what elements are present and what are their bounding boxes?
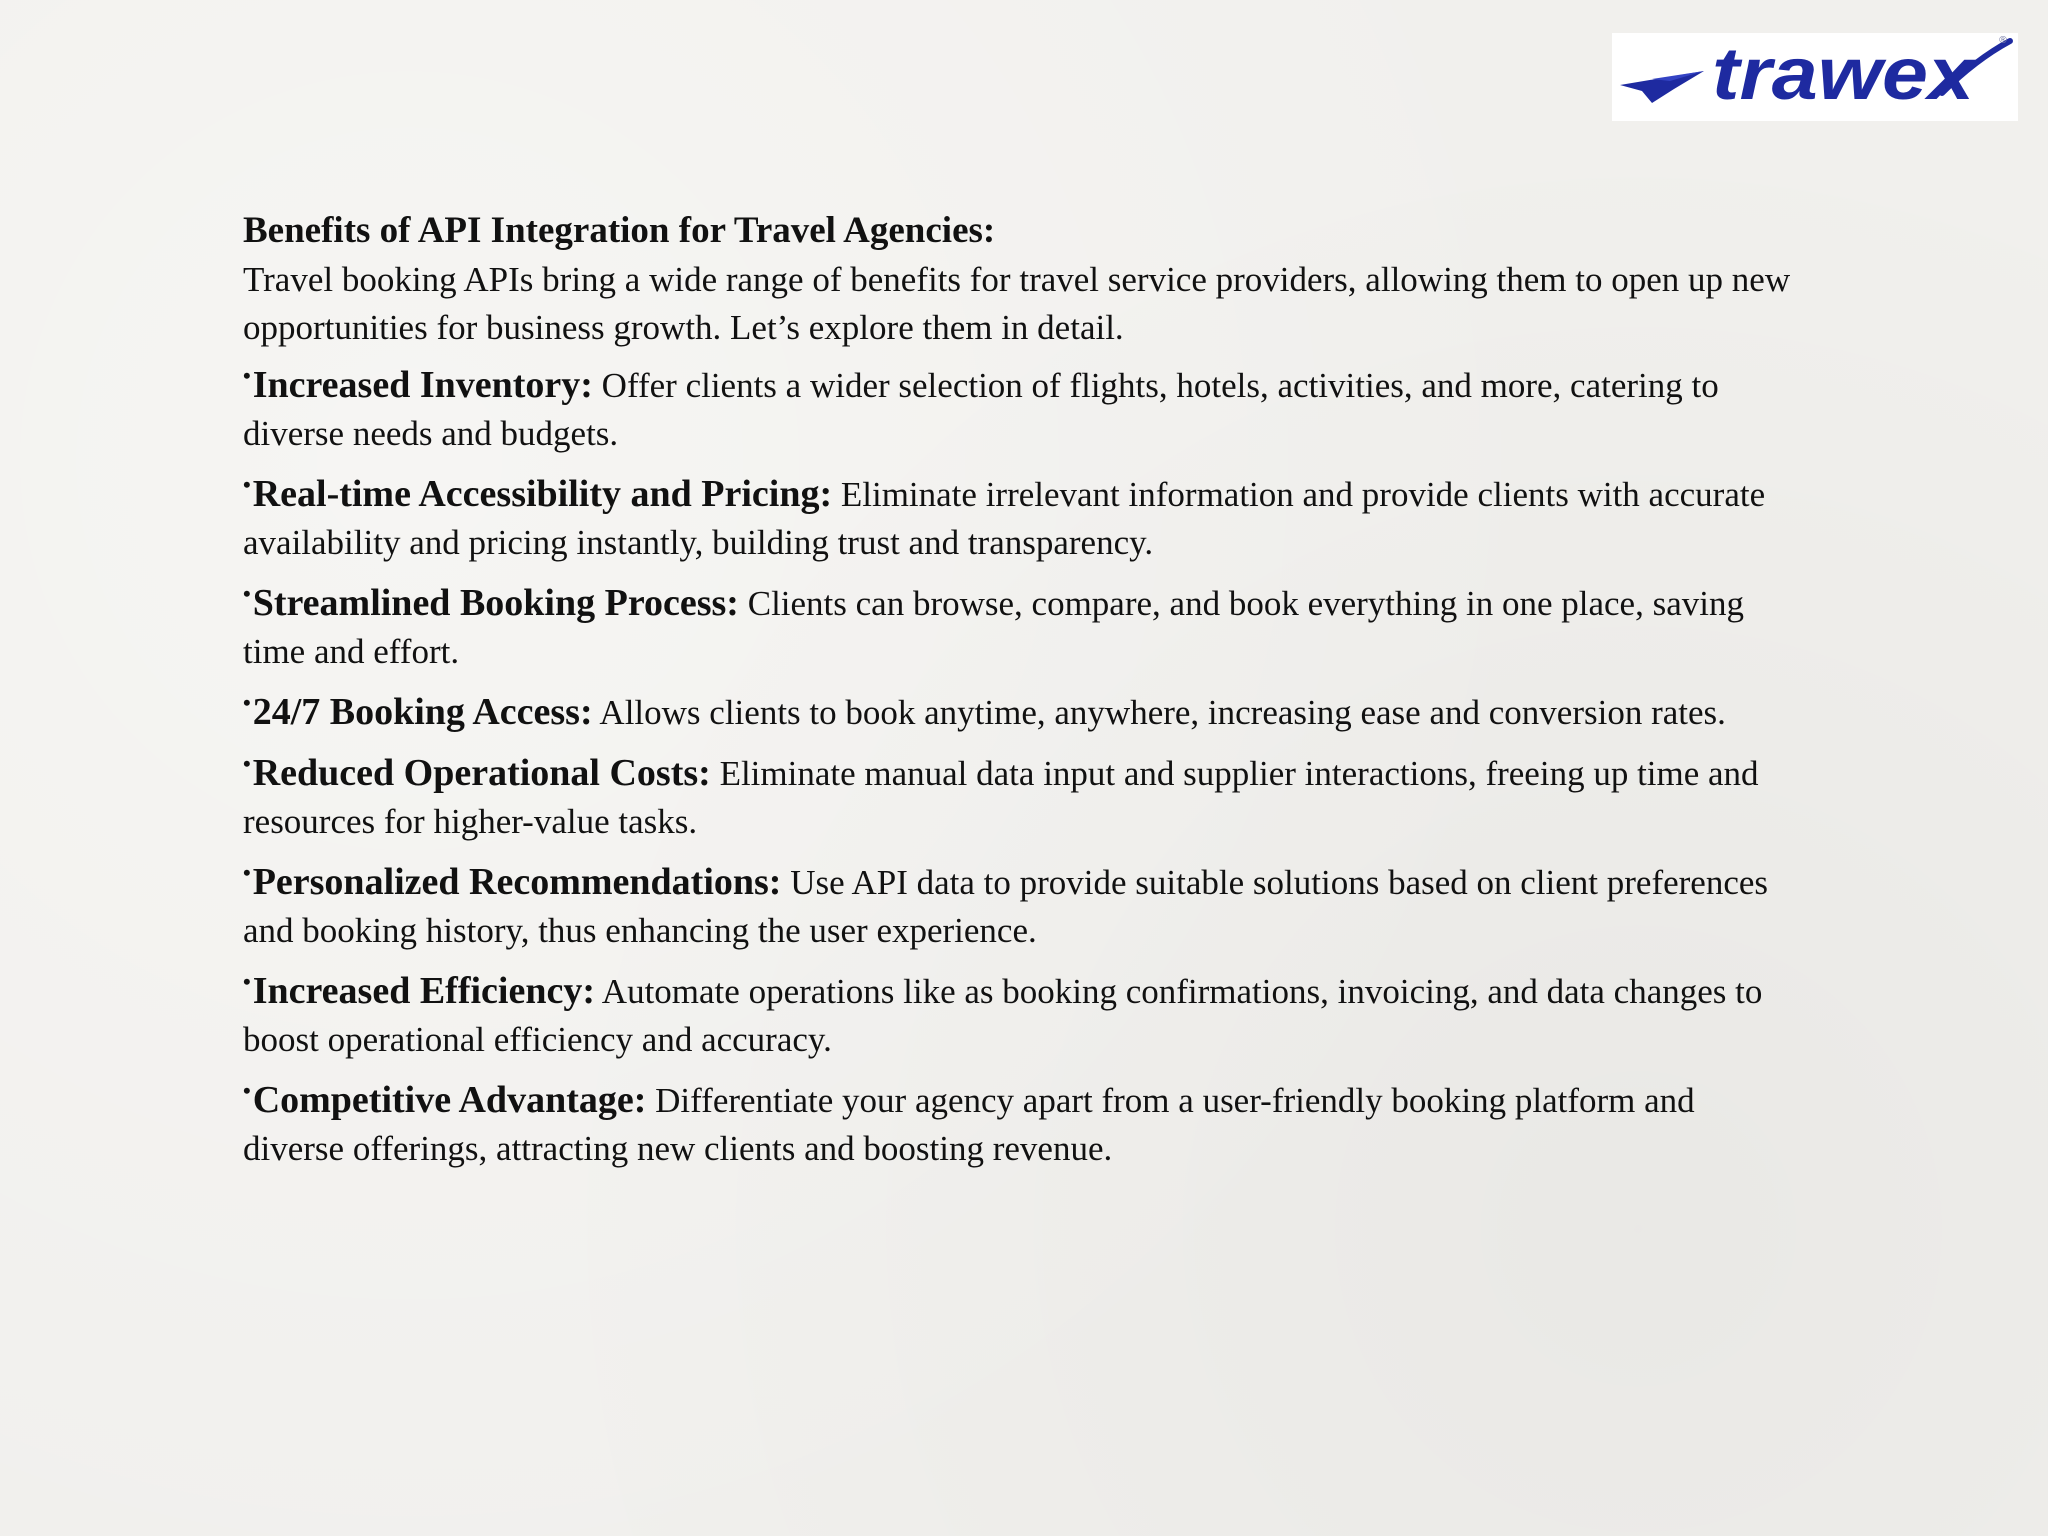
bullet-icon: • — [243, 1078, 251, 1103]
bullet-text: Allows clients to book anytime, anywhere, increasing ease and conversion rates. — [592, 693, 1726, 732]
bullet-title: Streamlined Booking Process: — [252, 582, 739, 624]
list-item — [243, 570, 1803, 676]
list-item — [243, 352, 1803, 458]
bullet-icon: • — [243, 751, 251, 776]
benefits-list — [243, 352, 1803, 1173]
bullet-icon: • — [243, 860, 251, 885]
bullet-text: Eliminate manual data input and supplier interactions, freeing up time and resources for higher-value tasks. — [243, 754, 1759, 841]
list-item — [243, 679, 1803, 737]
bullet-title: Personalized Recommendations: — [252, 861, 782, 903]
logo-wordmark: trawex — [1712, 33, 1978, 115]
bullet-text: Automate operations like as booking confirmations, invoicing, and data changes to boost operational efficiency and accuracy. — [243, 972, 1763, 1059]
bullet-title: Competitive Advantage: — [252, 1079, 647, 1121]
bullet-text: Eliminate irrelevant information and provide clients with accurate availability and pricing instantly, building trust and transparency. — [243, 475, 1766, 562]
intro-paragraph: Travel booking APIs bring a wide range of benefits for travel service providers, allowing them to open up new opportunities for business growth. Let’s explore them in detail. — [243, 260, 1791, 347]
bullet-title: Increased Efficiency: — [252, 970, 595, 1012]
bullet-text: Use API data to provide suitable solutions based on client preferences and booking history, thus enhancing the user experience. — [243, 863, 1769, 950]
list-item — [243, 461, 1803, 567]
registered-mark: ® — [1998, 35, 2008, 46]
bullet-text: Differentiate your agency apart from a user-friendly booking platform and diverse offerings, attracting new clients and boosting revenue. — [243, 1081, 1695, 1168]
bullet-text: Clients can browse, compare, and book everything in one place, saving time and effort. — [243, 584, 1744, 671]
bullet-icon: • — [243, 581, 251, 606]
bullet-title: 24/7 Booking Access: — [252, 691, 593, 733]
list-item — [243, 740, 1803, 846]
bullet-title: Real-time Accessibility and Pricing: — [252, 473, 833, 515]
trawex-logo — [1612, 33, 2018, 121]
list-item — [243, 958, 1803, 1064]
trawex-logo-graphic — [1612, 33, 2018, 121]
bullet-title: Increased Inventory: — [252, 364, 593, 406]
bullet-title: Reduced Operational Costs: — [252, 752, 711, 794]
bullet-icon: • — [243, 472, 251, 497]
content-block — [243, 206, 1803, 1176]
bullet-text: Offer clients a wider selection of flights, hotels, activities, and more, catering to diverse needs and budgets. — [243, 366, 1719, 453]
bullet-icon: • — [243, 363, 251, 388]
list-item — [243, 849, 1803, 955]
list-item — [243, 1067, 1803, 1173]
bullet-icon: • — [243, 690, 251, 715]
section-heading: Benefits of API Integration for Travel Agencies: — [243, 210, 996, 251]
bullet-icon: • — [243, 969, 251, 994]
arrow-plane-logo-icon — [1620, 71, 1704, 103]
